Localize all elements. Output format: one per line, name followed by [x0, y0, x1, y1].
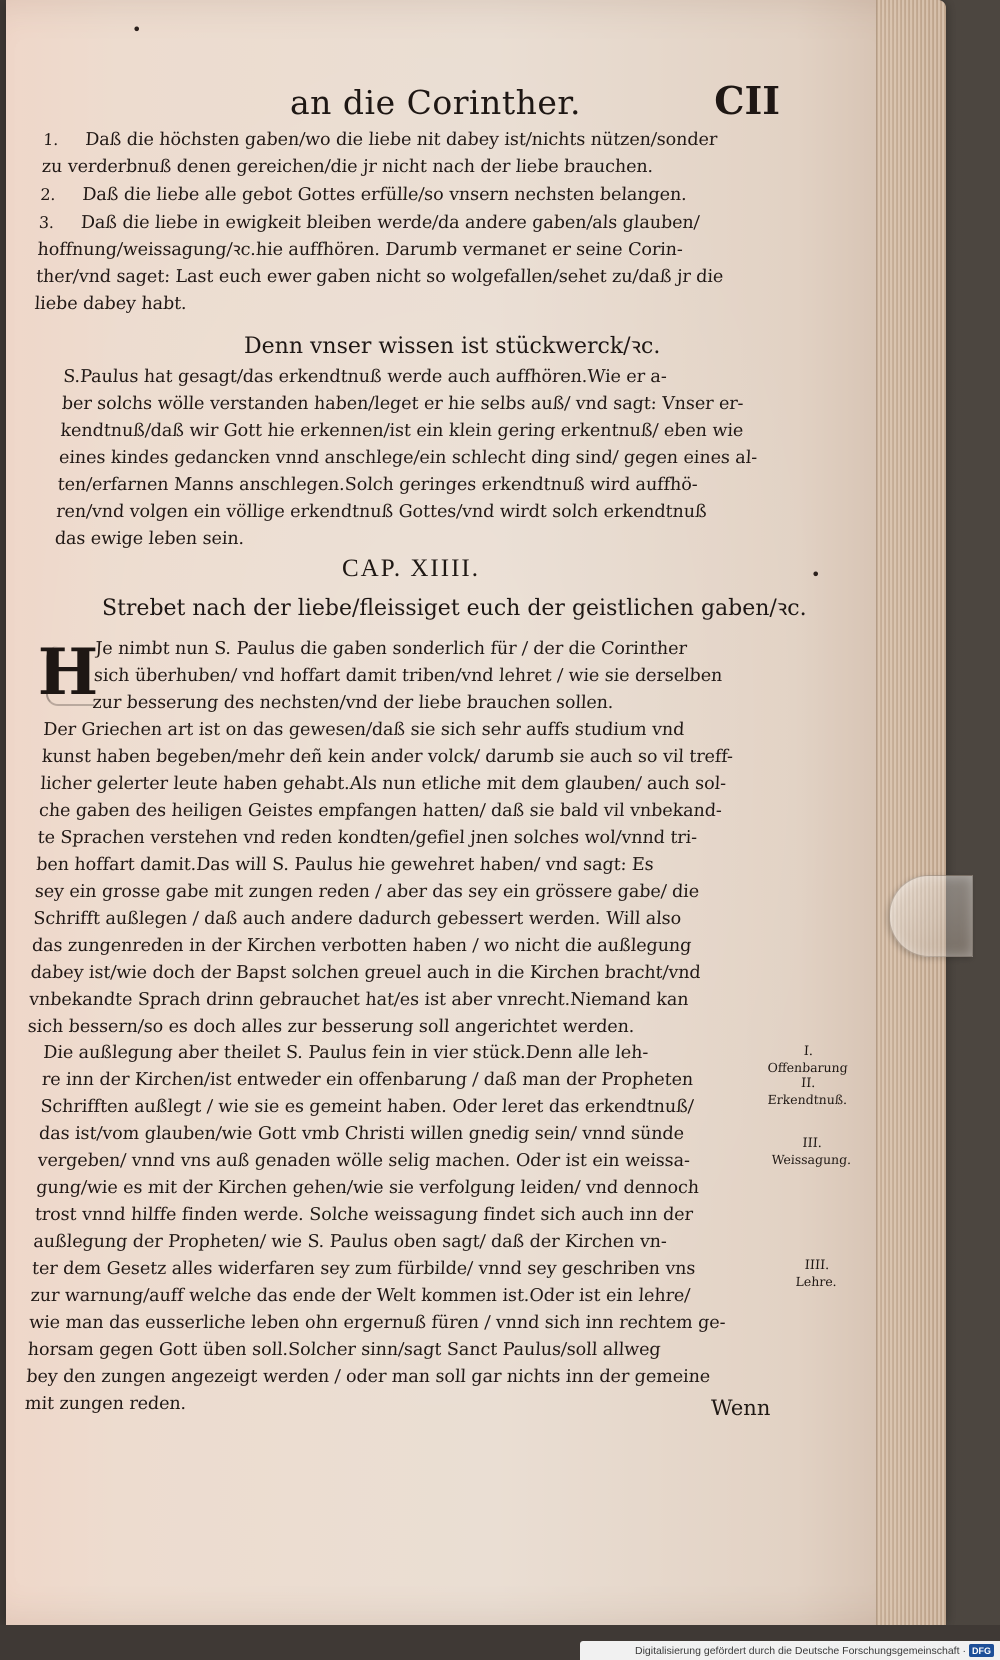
- credit-separator: ·: [962, 1644, 966, 1657]
- text-line: vergeben/ vnnd vns auß genaden wölle selig machen. Oder ist ein weissa-: [37, 1151, 691, 1171]
- chapter-summary-heading: Strebet nach der liebe/fleissiget euch der geistlichen gaben/ꝛc.: [102, 596, 807, 621]
- marginal-label: Offenbarung: [767, 1060, 849, 1075]
- text-line: ren/vnd volgen ein völlige erkendtnuß Gottes/vnd wirdt solch erkendtnuß: [55, 502, 708, 522]
- text-line: vnbekandte Sprach drinn gebrauchet hat/es ist aber vnrecht.Niemand kan: [28, 990, 689, 1010]
- paragraph: [24, 1040, 774, 1418]
- text-line: horsam gegen Gott üben soll.Solcher sinn/sagt Sanct Paulus/soll allweg: [27, 1340, 662, 1360]
- digitization-credit-bar: [580, 1641, 1000, 1660]
- text-line: ber solchs wölle verstanden haben/leget er hie selbs auß/ vnd sagt: Vnser er-: [61, 394, 744, 414]
- text-line: außlegung der Propheten/ wie S. Paulus oben sagt/ daß der Kirchen vn-: [32, 1232, 668, 1252]
- text-line: te Sprachen verstehen vnd reden kondten/gefiel jnen solches wol/vnnd tri-: [37, 828, 698, 848]
- text-line: kendtnuß/daß wir Gott hie erkennen/ist ein klein gering erkentnuß/ eben wie: [59, 421, 744, 441]
- text-line: zur besserung des nechsten/vnd der liebe brauchen sollen.: [91, 693, 614, 713]
- text-line: wie man das eusserliche leben ohn ergernuß füren / vnnd sich inn rechtem ge-: [28, 1313, 726, 1333]
- text-line: S.Paulus hat gesagt/das erkendtnuß werde auch auffhören.Wie er a-: [62, 367, 668, 387]
- stray-ink-mark: •: [132, 20, 142, 39]
- chapter-title: CAP. XIIII.: [342, 555, 480, 582]
- text-line: sey ein grosse gabe mit zungen reden / aber das sey ein grössere gabe/ die: [34, 882, 700, 902]
- marginal-label: Lehre.: [795, 1274, 838, 1289]
- list-item: [43, 126, 772, 154]
- text-line: Daß die liebe in ewigkeit bleiben werde/da andere gaben/als glauben/: [80, 213, 701, 233]
- marginal-number: IIII.: [804, 1258, 830, 1273]
- list-item-text: [85, 127, 718, 154]
- text-line: zu verderbnuß denen gereichen/die jr nicht nach der liebe brauchen.: [41, 157, 654, 177]
- page-fore-edge: [876, 0, 946, 1625]
- text-line: ten/erfarnen Manns anschlegen.Solch geringes erkendtnuß wird auffhö-: [57, 475, 699, 495]
- text-line: Schrifften außlegt / wie sie es gemeint haben. Oder leret das erkendtnuß/: [39, 1097, 695, 1117]
- glass-clip-icon: [889, 875, 973, 957]
- text-line: sich überhuben/ vnd hoffart damit triben/vnd lehret / wie sie derselben: [93, 666, 723, 686]
- decorated-initial: H: [37, 635, 99, 710]
- text-line: gung/wie es mit der Kirchen gehen/wie sie verfolgung leiden/ vnd dennoch: [35, 1178, 700, 1198]
- list-item: [38, 209, 767, 237]
- marginal-note-weissagung: [771, 1136, 852, 1168]
- text-line: Daß die liebe alle gebot Gottes erfülle/so vnsern nechsten belangen.: [81, 185, 688, 205]
- marginal-number: III.: [802, 1136, 823, 1151]
- text-line: kunst haben begeben/mehr deñ kein ander volck/ darumb sie auch so vil treff-: [41, 747, 734, 767]
- section-heading: Denn vnser wissen ist stückwerck/ꝛc.: [244, 334, 661, 359]
- text-line: ter dem Gesetz alles widerfaren sey zum fürbilde/ vnnd sey geschriben vns: [31, 1259, 696, 1279]
- scan-footer: [0, 1625, 1000, 1660]
- text-line: ben hoffart damit.Das will S. Paulus hie gewehret haben/ vnd sagt: Es: [35, 855, 655, 875]
- text-line: eines kindes gedancken vnnd anschlege/ein schlecht ding sind/ gegen eines al-: [58, 448, 758, 468]
- text-line: Der Griechen art ist on das gewesen/daß sie sich sehr auffs studium vnd: [42, 720, 685, 740]
- marginal-number: I.: [803, 1044, 814, 1059]
- text-line: das zungenreden in der Kirchen verbotten haben / wo nicht die außlegung: [31, 936, 692, 956]
- running-title: an die Corinther.: [290, 83, 581, 122]
- opening-paragraph: [92, 636, 776, 717]
- marginal-number: II.: [800, 1076, 816, 1091]
- numbered-list: [34, 126, 772, 318]
- folio-number: CII: [714, 78, 780, 123]
- paragraph: [27, 717, 774, 1041]
- list-number: 2.: [39, 185, 56, 204]
- marginal-label: Weissagung.: [771, 1152, 852, 1167]
- text-line: mit zungen reden.: [24, 1394, 187, 1414]
- text-line: trost vnnd hilffe finden werde. Solche weissagung findet sich auch inn der: [34, 1205, 694, 1225]
- list-item-continuation: [34, 237, 766, 318]
- list-number: 3.: [38, 213, 55, 232]
- list-item-text: [82, 182, 688, 209]
- catchword: Wenn: [711, 1396, 771, 1420]
- marginal-note-lehre: [795, 1258, 838, 1290]
- text-line: Schrifft außlegen / daß auch andere dadurch gebessert werden. Will also: [32, 909, 682, 929]
- book-page: [6, 0, 946, 1625]
- stray-ink-mark: •: [811, 565, 821, 584]
- text-line: dabey ist/wie doch der Bapst solchen greuel auch in die Kirchen bracht/vnd: [30, 963, 702, 983]
- text-line: licher gelerter leute haben gehabt.Als nun etliche mit dem glauben/ auch sol-: [39, 774, 727, 794]
- dfg-logo-icon: DFG: [969, 1644, 994, 1657]
- text-line: Die außlegung aber theilet S. Paulus fein in vier stück.Denn alle leh-: [42, 1043, 649, 1063]
- text-line: liebe dabey habt.: [34, 294, 188, 314]
- list-item: [40, 181, 769, 209]
- text-line: sich bessern/so es doch alles zur besserung soll angerichtet werden.: [27, 1017, 635, 1037]
- marginal-note-erkendtnuss: [767, 1076, 848, 1108]
- list-item-continuation: [41, 154, 770, 181]
- text-line: das ewige leben sein.: [54, 529, 245, 549]
- text-line: ther/vnd saget: Last euch ewer gaben nicht so wolgefallen/sehet zu/daß jr die: [35, 267, 724, 287]
- text-line: das ist/vom glauben/wie Gott vmb Christi willen gnedig sein/ vnnd sünde: [38, 1124, 685, 1144]
- text-line: Daß die höchsten gaben/wo die liebe nit dabey ist/nichts nützen/sonder: [84, 130, 718, 150]
- text-line: Je nimbt nun S. Paulus die gaben sonderlich für / der die Corinther: [94, 639, 688, 659]
- text-line: che gaben des heiligen Geistes empfangen hatten/ daß sie bald vil vnbekand-: [38, 801, 723, 821]
- marginal-label: Erkendtnuß.: [767, 1092, 848, 1107]
- list-number: 1.: [42, 130, 59, 149]
- folio-header: [290, 78, 780, 128]
- text-line: zur warnung/auff welche das ende der Welt kommen ist.Oder ist ein lehre/: [30, 1286, 691, 1306]
- paragraph: [54, 364, 774, 553]
- text-line: bey den zungen angezeigt werden / oder man soll gar nichts inn der gemeine: [25, 1367, 711, 1387]
- text-line: re inn der Kirchen/ist entweder ein offenbarung / daß man der Propheten: [41, 1070, 694, 1090]
- text-line: hoffnung/weissagung/ꝛc.hie auffhören. Darumb vermanet er seine Corin-: [36, 240, 684, 260]
- digitization-credit: Digitalisierung gefördert durch die Deutsche Forschungsgemeinschaft: [634, 1644, 960, 1657]
- list-item-text: [80, 210, 700, 237]
- marginal-note-offenbarung: [767, 1044, 849, 1076]
